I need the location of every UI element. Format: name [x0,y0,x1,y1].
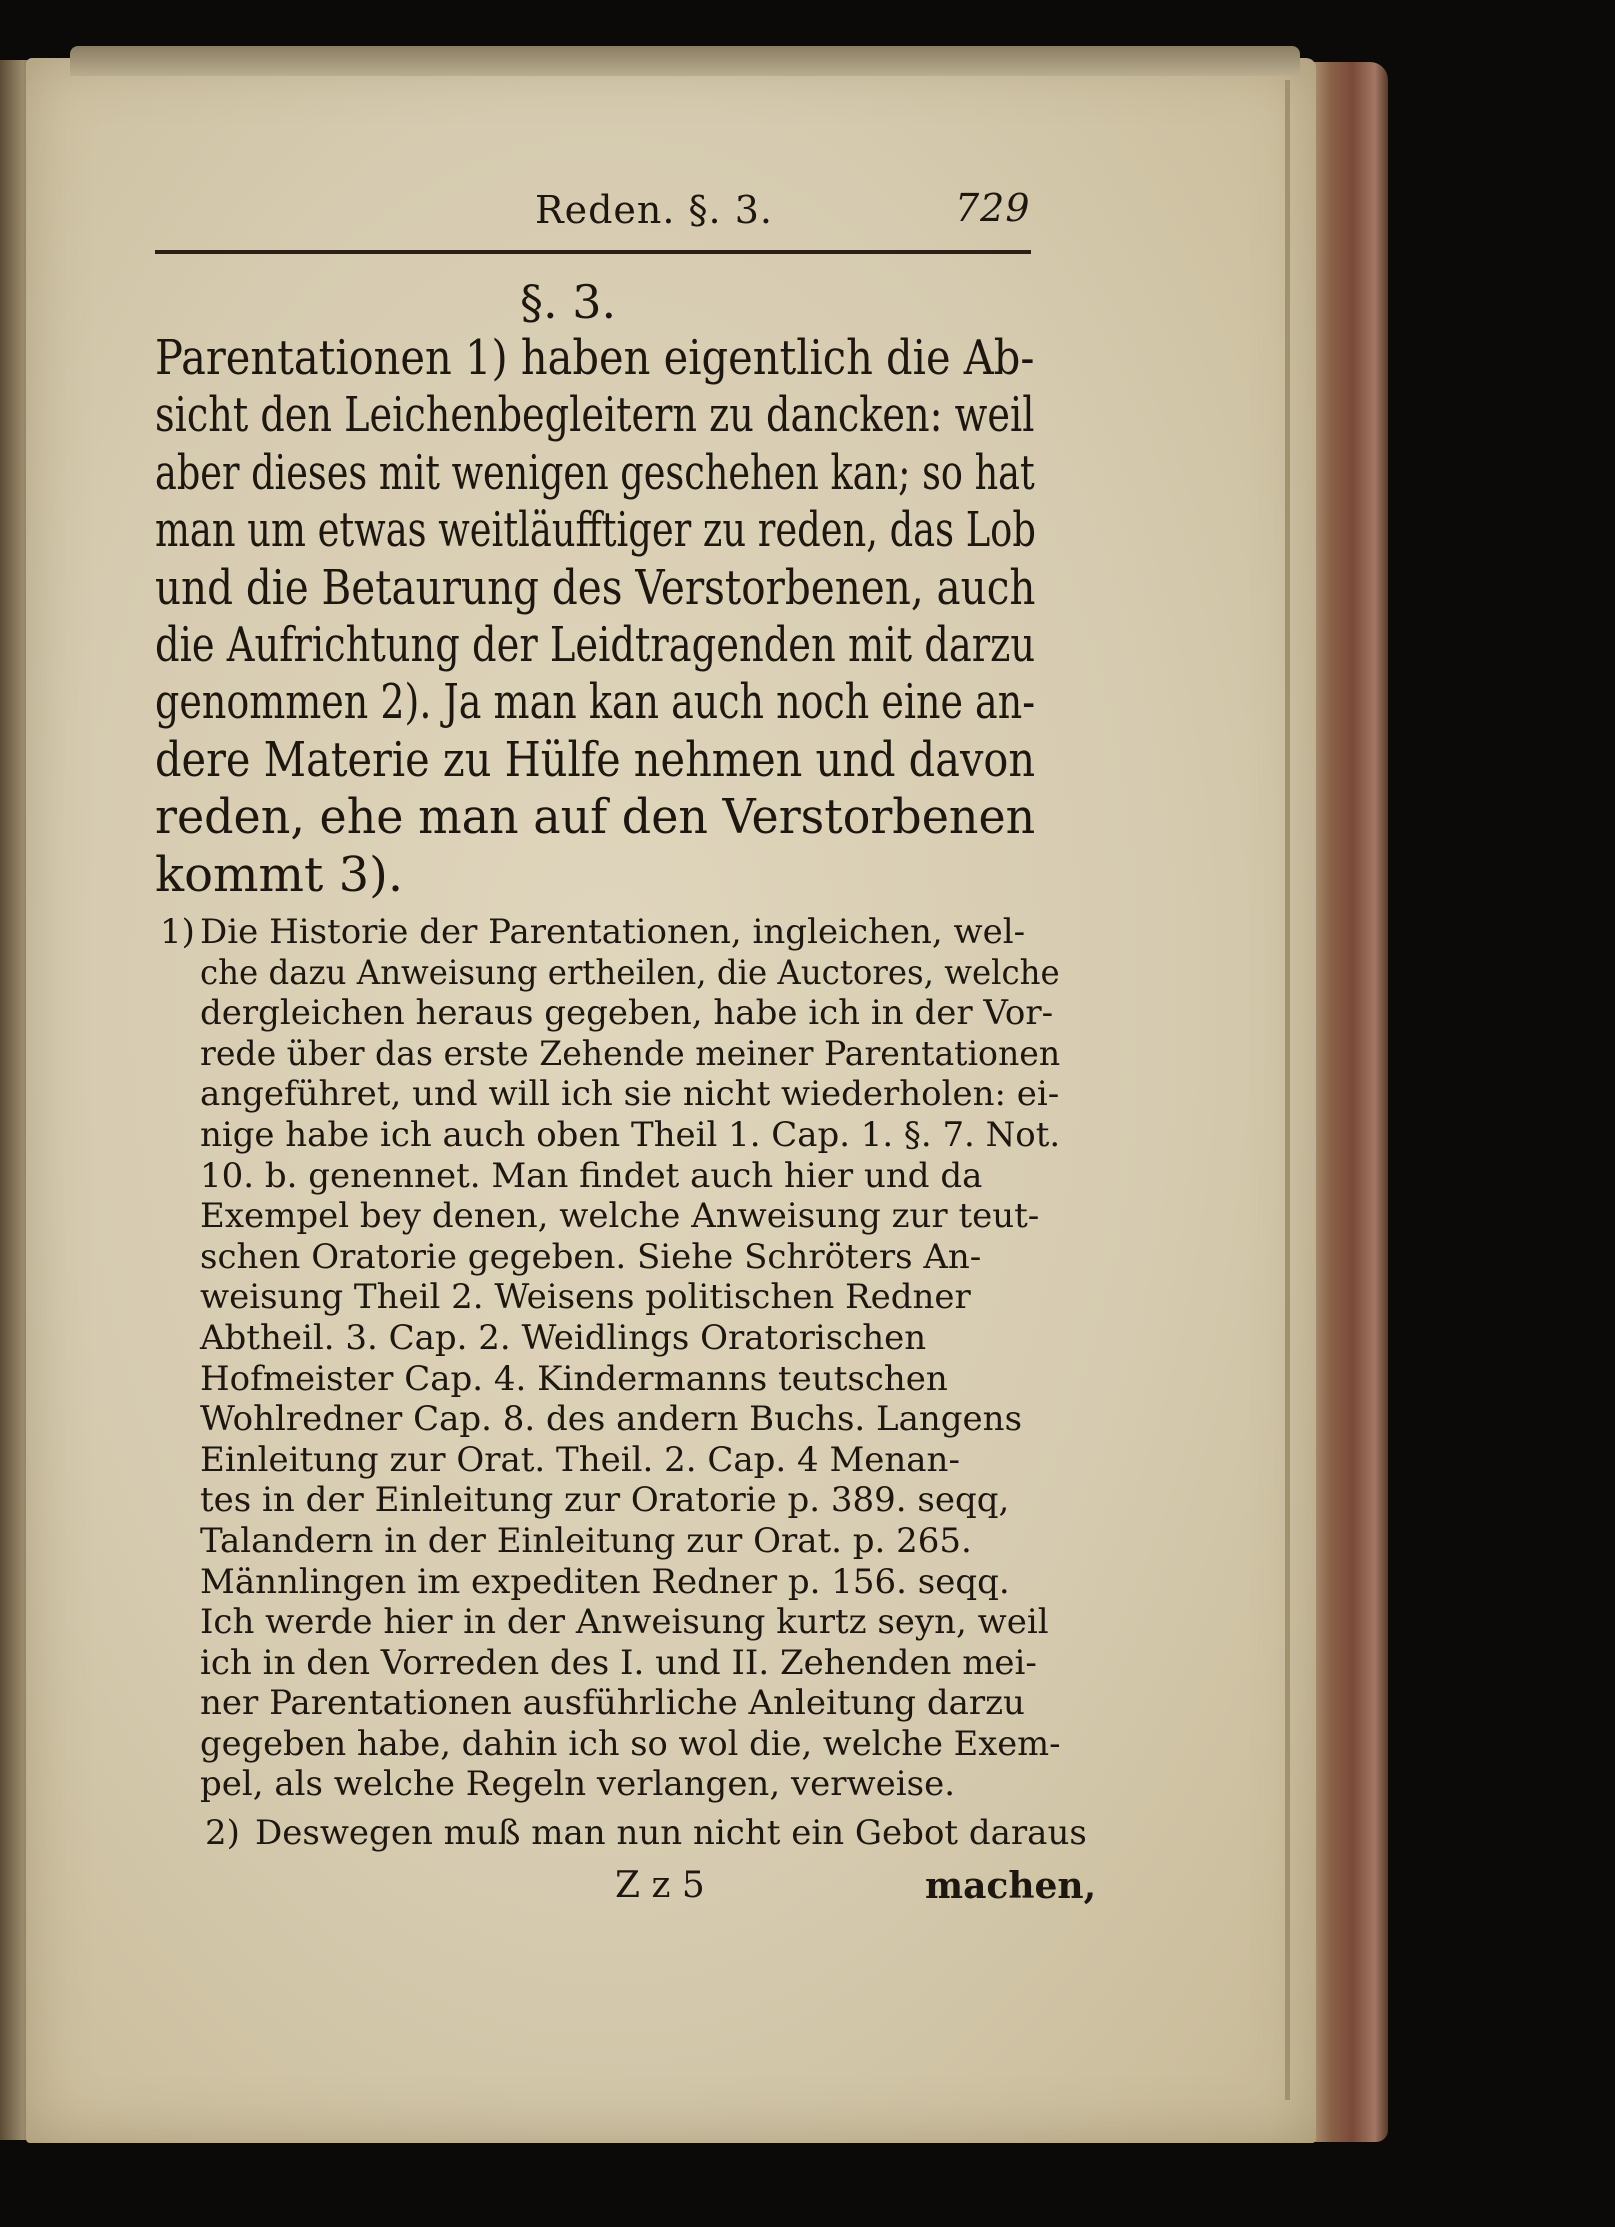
footnote-line: weisung Theil 2. Weisens politischen Redner [200,1277,971,1318]
footnote-number: 2) [205,1813,240,1853]
body-line: genommen 2). Ja man kan auch noch eine an- [155,674,1036,731]
body-line: Parentationen 1) haben eigentlich die Ab- [155,330,1035,386]
footnote-line: tes in der Einleitung zur Oratorie p. 389. seqq, [200,1480,1010,1521]
body-line: reden, ehe man auf den Verstorbenen [155,789,1036,846]
body-line: man um etwas weitläufftiger zu reden, das Lob [155,502,1036,559]
footnote-2-line: Deswegen muß man nun nicht ein Gebot daraus [255,1813,1087,1853]
footnote-line: angeführet, und will ich sie nicht wiederholen: ei- [200,1074,1060,1115]
footnote-line: pel, als welche Regeln verlangen, verweise. [200,1764,956,1805]
footnote-line: dergleichen heraus gegeben, habe ich in der Vor- [200,993,1054,1034]
catchword: machen, [925,1865,1097,1907]
page-number: 729 [955,186,1031,230]
footnote-line: gegeben habe, dahin ich so wol die, welche Exem- [200,1723,1061,1764]
footnote-1 [200,912,1060,1805]
footnote-line: Männlingen im expediten Redner p. 156. seqq. [200,1561,1010,1602]
body-line: die Aufrichtung der Leidtragenden mit darzu [155,616,1036,673]
footnote-line: Wohlredner Cap. 8. des andern Buchs. Langens [200,1399,1023,1440]
footnote-line: ner Parentationen ausführliche Anleitung darzu [200,1683,1025,1724]
body-line: dere Materie zu Hülfe nehmen und davon [155,731,1036,788]
body-line: kommt 3). [155,846,404,903]
footnote-line: ich in den Vorreden des I. und II. Zehenden mei- [200,1642,1037,1683]
body-line: aber dieses mit wenigen geschehen kan; so hat [155,444,1035,501]
page-edge-line [1285,80,1290,2100]
running-title: Reden. §. 3. [535,188,773,232]
footnote-line: Exempel bey denen, welche Anweisung zur teut- [200,1196,1040,1237]
header-rule [155,250,1031,254]
footnote-line: Die Historie der Parentationen, ingleichen, wel- [200,912,1026,952]
footnote-line: Hofmeister Cap. 4. Kindermanns teutschen [200,1358,948,1399]
main-paragraph [155,330,1035,904]
footnote-line: che dazu Anweisung ertheilen, die Auctores, welche [200,952,1060,993]
footnote-line: nige habe ich auch oben Theil 1. Cap. 1. §. 7. Not. [200,1114,1061,1155]
body-line: sicht den Leichenbegleitern zu dancken: weil [155,387,1035,444]
footnote-line: 10. b. genennet. Man findet auch hier und da [200,1155,983,1196]
footnote-line: Ich werde hier in der Anweisung kurtz seyn, weil [200,1602,1049,1643]
running-header [155,182,1035,244]
section-heading: §. 3. [520,275,617,329]
footnote-line: rede über das erste Zehende meiner Parentationen [200,1033,1061,1074]
footnote-line: Abtheil. 3. Cap. 2. Weidlings Oratorischen [200,1317,927,1358]
signature-mark: Z z 5 [615,1865,705,1906]
footnote-number: 1) [160,912,195,952]
footnote-line: schen Oratorie gegeben. Siehe Schröters An- [200,1236,982,1277]
footnote-line: Talandern in der Einleitung zur Orat. p. 265. [200,1520,972,1561]
page-top-edge [70,46,1300,76]
body-line: und die Betaurung des Verstorbenen, auch [155,559,1036,616]
footnote-line: Einleitung zur Orat. Theil. 2. Cap. 4 Menan- [200,1439,960,1480]
